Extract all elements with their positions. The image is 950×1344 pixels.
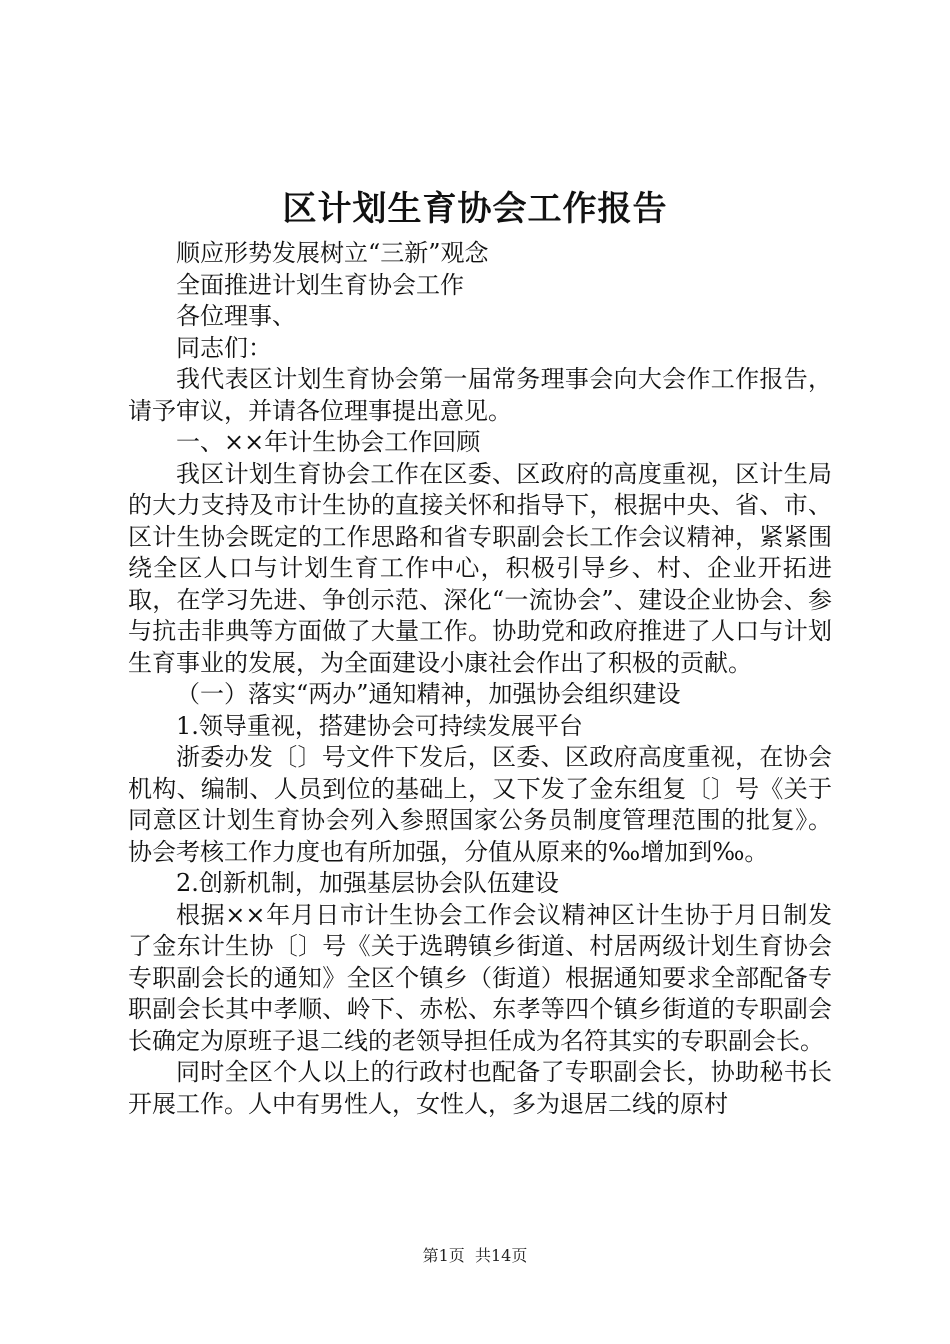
page-total: 共14页	[474, 1246, 528, 1265]
section-heading-1: 一、××年计生协会工作回顾	[176, 428, 481, 456]
document-body	[128, 238, 832, 1120]
item-heading-1: 1.领导重视，搭建协会可持续发展平台	[176, 711, 583, 740]
item-paragraph-1: 浙委办发〔〕号文件下发后，区委、区政府高度重视，在协会机构、编制、人员到位的基础上，又下发了金东组复〔〕号《关于同意区计划生育协会列入参照国家公务员制度管理范围的批复》。协会考核工作力度也有所加强，分值从原来的‰增加到‰。	[128, 743, 832, 866]
intro-paragraph: 我代表区计划生育协会第一届常务理事会向大会作工作报告，请予审议，并请各位理事提出意见。	[128, 365, 832, 425]
item-heading-2: 2.创新机制，加强基层协会队伍建设	[176, 869, 559, 897]
page-footer	[0, 1244, 950, 1268]
subtitle-line-2: 全面推进计划生育协会工作	[176, 270, 464, 299]
subsection-heading-1: （一）落实“两办”通知精神，加强协会组织建设	[176, 680, 681, 708]
footer-gap	[465, 1246, 475, 1265]
review-paragraph: 我区计划生育协会工作在区委、区政府的高度重视，区计生局的大力支持及市计生协的直接关怀和指导下，根据中央、省、市、区计生协会既定的工作思路和省专职副会长工作会议精神，紧紧围绕全区人口与计划生育工作中心，积极引导乡、村、企业开拓进取，在学习先进、争创示范、深化“一流协会”、建设企业协会、参与抗击非典等方面做了大量工作。协助党和政府推进了人口与计划生育事业的发展，为全面建设小康社会作出了积极的贡献。	[128, 459, 832, 677]
item-paragraph-3: 同时全区个人以上的行政村也配备了专职副会长，协助秘书长开展工作。人中有男性人，女性人，多为退居二线的原村	[128, 1058, 832, 1118]
item-paragraph-2: 根据××年月日市计生协会工作会议精神区计生协于月日制发了金东计生协〔〕号《关于选聘镇乡街道、村居两级计划生育协会专职副会长的通知》全区个镇乡（街道）根据通知要求全部配备专职副会长其中孝顺、岭下、赤松、东孝等四个镇乡街道的专职副会长确定为原班子退二线的老领导担任成为名符其实的专职副会长。	[128, 900, 832, 1055]
subtitle-line-1: 顺应形势发展树立“三新”观念	[176, 239, 489, 267]
document-title: 区计划生育协会工作报告	[282, 189, 668, 229]
page-number: 第1页	[422, 1246, 465, 1265]
salutation-line-2: 同志们：	[176, 333, 272, 362]
salutation-line-1: 各位理事、	[176, 302, 296, 330]
